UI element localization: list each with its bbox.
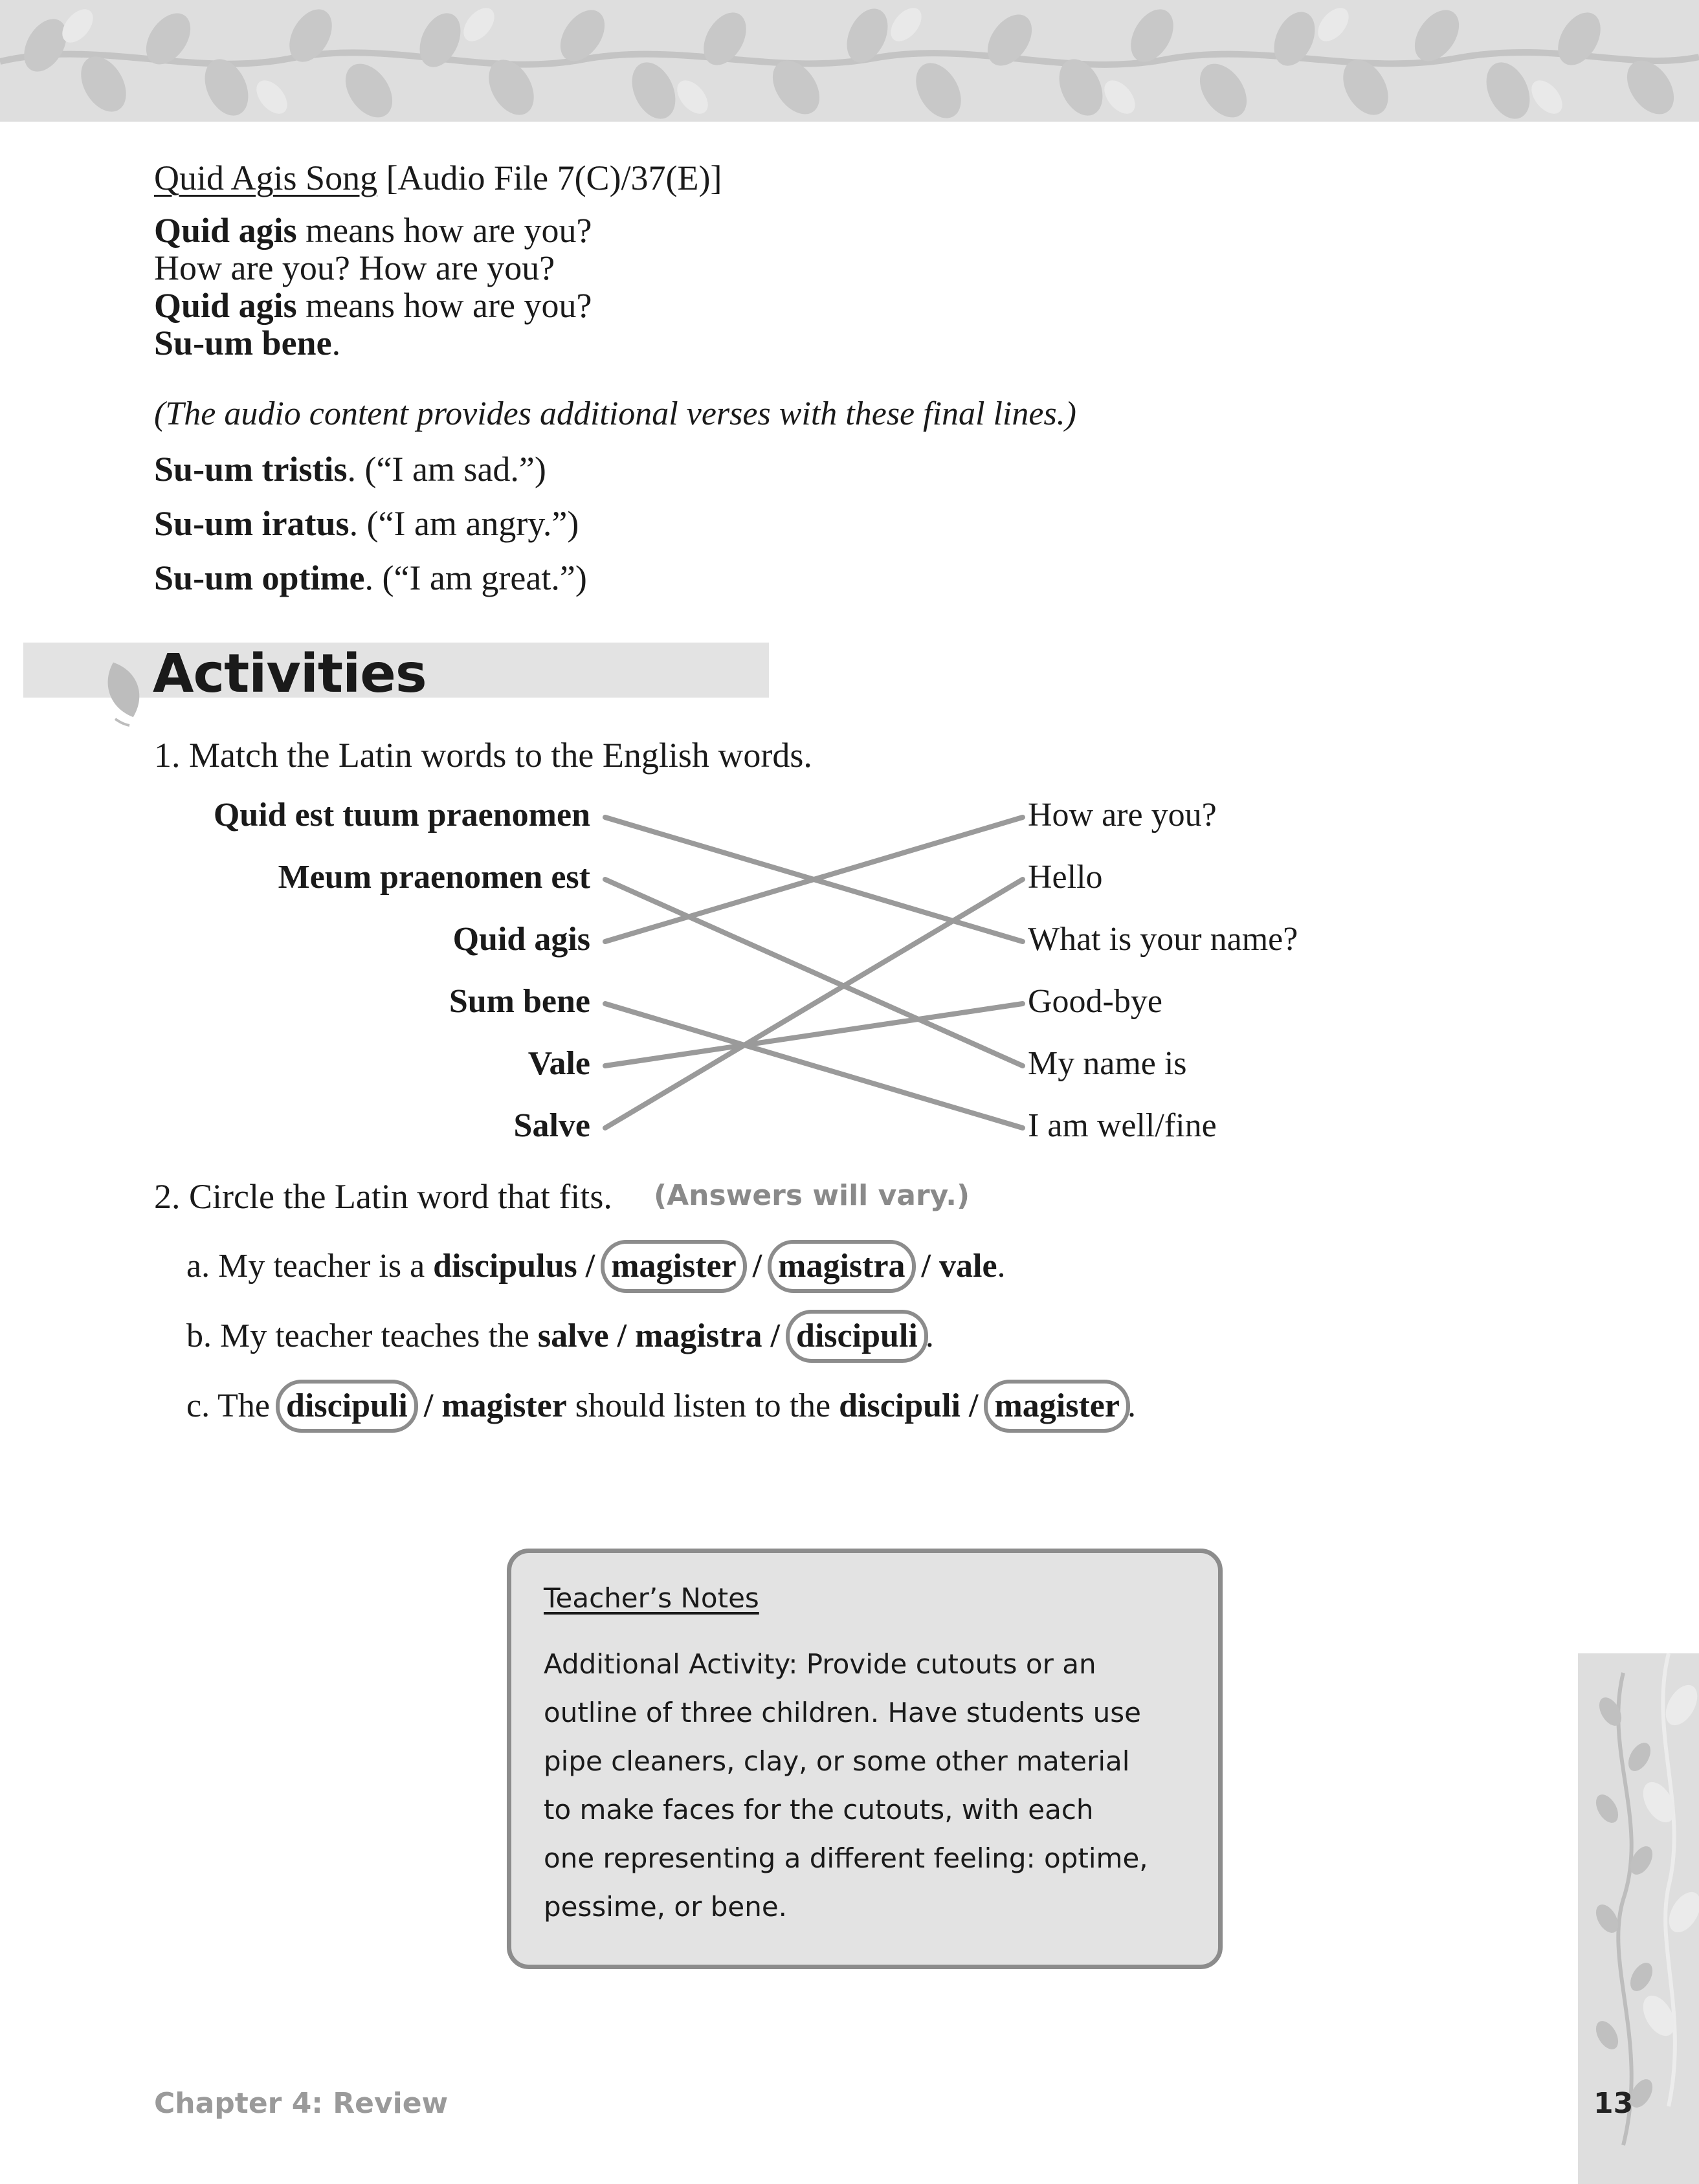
q2-text: .: [925, 1318, 934, 1354]
match-english-item: What is your name?: [1028, 921, 1298, 958]
q2-line-c: [186, 1386, 1136, 1426]
teacher-notes-line: one representing a different feeling: optime,: [544, 1842, 1148, 1874]
separator: /: [961, 1387, 987, 1424]
q2-text: .: [1127, 1387, 1136, 1424]
q2-text: .: [997, 1248, 1006, 1285]
page-number: 13: [1594, 2087, 1634, 2120]
match-line: [605, 1004, 1023, 1066]
word-option: salve: [537, 1318, 609, 1354]
q2-text: a. My teacher is a: [186, 1248, 434, 1285]
q2-instruction: 2. Circle the Latin word that fits.: [154, 1177, 612, 1216]
teacher-notes-title: Teacher’s Notes: [544, 1582, 759, 1614]
verse-bold: Su-um iratus: [154, 504, 350, 543]
song-title-text: Quid Agis Song: [154, 159, 378, 197]
lyric-bold: Quid agis: [154, 211, 297, 250]
circled-word: discipuli: [276, 1380, 418, 1433]
match-latin-item: Salve: [513, 1107, 590, 1144]
activities-heading: Activities: [153, 643, 427, 705]
separator: /: [415, 1387, 442, 1424]
q2-text: c. The: [186, 1387, 278, 1424]
word-option: discipuli: [839, 1387, 961, 1424]
match-english-item: Good-bye: [1028, 983, 1162, 1020]
audio-note: (The audio content provides additional verses with these final lines.): [154, 395, 1076, 432]
match-latin-item: Quid agis: [452, 921, 590, 958]
q2-line-a: [186, 1246, 1006, 1286]
q2-line-b: [186, 1316, 934, 1356]
match-english-item: I am well/fine: [1028, 1107, 1217, 1144]
verse-text: . (“I am sad.”): [347, 450, 546, 489]
lyric-bold: Quid agis: [154, 286, 297, 325]
separator: /: [608, 1318, 636, 1354]
word-option: discipulus: [433, 1248, 577, 1285]
match-english-item: How are you?: [1028, 797, 1217, 833]
separator: /: [913, 1248, 939, 1285]
lyric-text: How are you? How are you?: [154, 248, 555, 287]
teacher-notes-line: to make faces for the cutouts, with each: [544, 1794, 1094, 1826]
verse-text: . (“I am great.”): [364, 558, 587, 597]
match-latin-item: Vale: [527, 1045, 590, 1082]
circled-word: magistra: [768, 1240, 915, 1293]
q2-text: should listen to the: [566, 1387, 839, 1424]
match-english-item: My name is: [1028, 1045, 1187, 1082]
match-latin-item: Sum bene: [449, 983, 590, 1020]
lyric-text: means how are you?: [296, 211, 592, 250]
circled-word: magister: [601, 1240, 746, 1293]
teacher-notes-line: pipe cleaners, clay, or some other material: [544, 1745, 1130, 1777]
word-option: vale: [939, 1248, 997, 1285]
word-option: magister: [441, 1387, 567, 1424]
verse-bold: Su-um optime: [154, 558, 365, 597]
circled-word: discipuli: [786, 1310, 928, 1363]
match-english-item: Hello: [1028, 859, 1103, 896]
song-audio-ref: [Audio File 7(C)/37(E)]: [377, 159, 722, 197]
answers-note: (Answers will vary.): [654, 1179, 970, 1212]
q2-text: b. My teacher teaches the: [186, 1318, 538, 1354]
match-latin-item: Quid est tuum praenomen: [213, 797, 590, 833]
verse-text: . (“I am angry.”): [349, 504, 579, 543]
word-option: magistra: [635, 1318, 762, 1354]
teacher-notes-line: Additional Activity: Provide cutouts or an: [544, 1648, 1096, 1680]
separator: /: [744, 1248, 771, 1285]
teacher-notes-line: outline of three children. Have students use: [544, 1697, 1141, 1728]
teacher-notes-line: pessime, or bene.: [544, 1891, 788, 1923]
lyric-text: means how are you?: [296, 286, 592, 325]
circled-word: magister: [984, 1380, 1129, 1433]
match-line: [605, 879, 1023, 1066]
match-line: [605, 879, 1023, 1128]
lyric-bold: Su-um bene: [154, 324, 332, 362]
verse-bold: Su-um tristis: [154, 450, 348, 489]
match-line: [605, 1004, 1023, 1128]
footer-chapter: Chapter 4: Review: [154, 2087, 449, 2120]
lyric-text: .: [331, 324, 341, 362]
match-latin-item: Meum praenomen est: [278, 859, 590, 896]
separator: /: [577, 1248, 604, 1285]
q1-instruction: 1. Match the Latin words to the English words.: [154, 736, 812, 775]
separator: /: [762, 1318, 788, 1354]
